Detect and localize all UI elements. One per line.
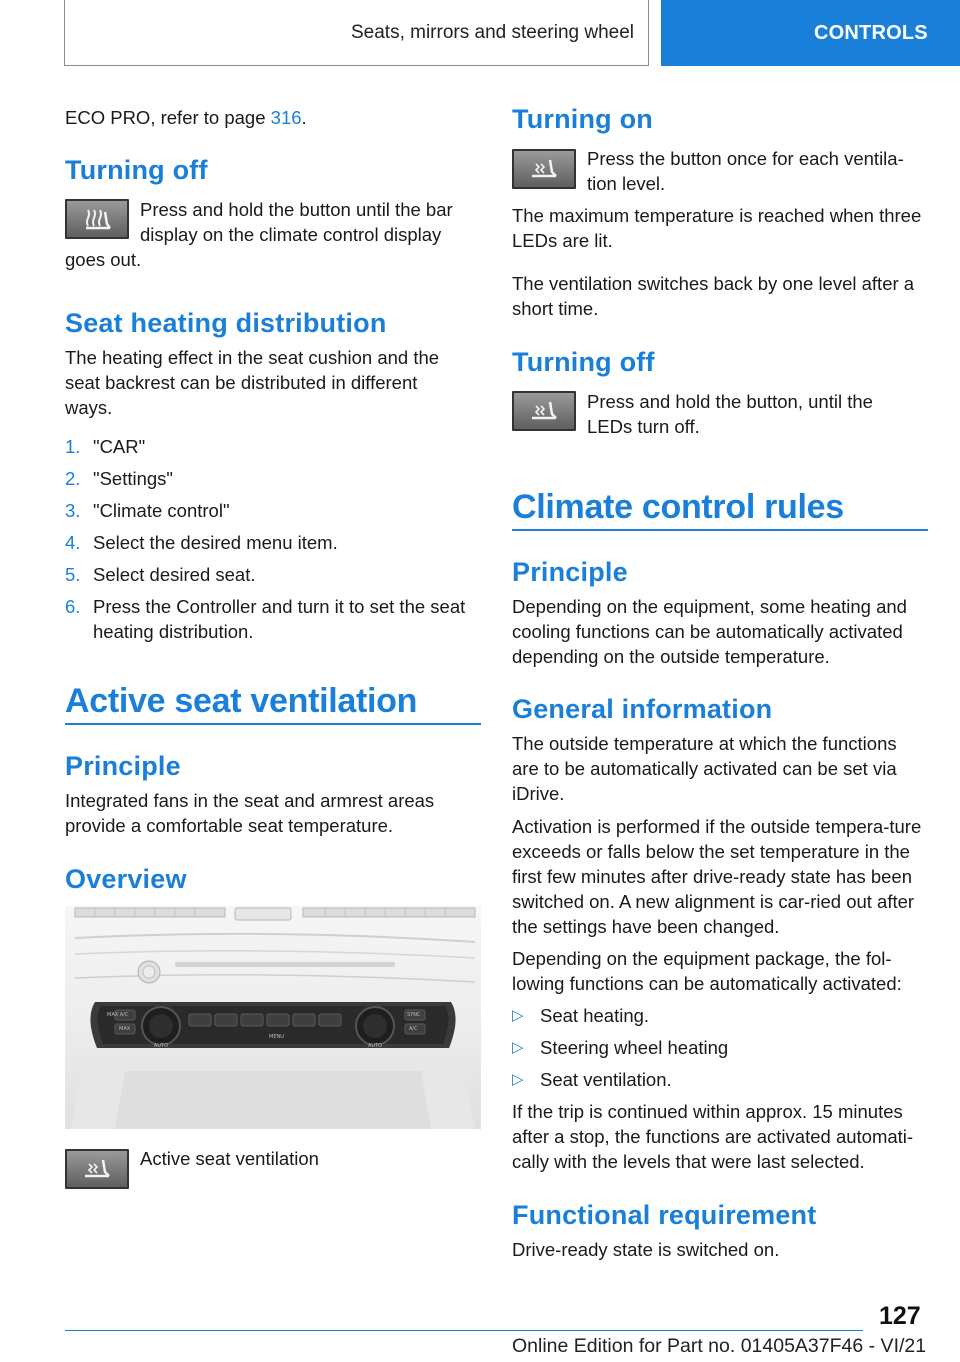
section-rule [65,723,481,725]
list-item: 2. "Settings" [65,468,173,489]
distribution-text: The heating effect in the seat cushion and the seat backrest can be distributed in different ways. [65,347,440,418]
turning-off-text-l3: goes out. [65,249,142,270]
heading-turning-off-ventilation: Turning off [512,347,655,377]
turning-on-para2: The ventilation switches back by one level after a short time. [512,273,915,319]
seat-heating-icon [65,199,129,239]
heading-functional-requirement: Functional requirement [512,1200,817,1230]
seat-ventilation-icon [65,1149,129,1189]
general-para4: If the trip is continued within approx. 15 minutes after a stop, the functions are activated automati-cally with the levels that were last selected. [512,1101,914,1172]
heading-turning-off-heating: Turning off [65,155,208,185]
bullet-triangle-icon: ▷ [512,1039,524,1056]
list-item: ▷ Seat heating. [512,1005,650,1026]
turning-off-text-l1: Press and hold the button until the bar [140,199,453,220]
list-item: 6. Press the Controller and turn it to set the seat heating distribution. [65,596,466,642]
requirement-text: Drive-ready state is switched on. [512,1239,780,1260]
bullet-triangle-icon: ▷ [512,1007,524,1024]
console-label: SYNC [407,1012,421,1018]
seat-ventilation-glyph [81,1156,113,1182]
heading-overview: Overview [65,864,187,894]
section-title: Seats, mirrors and steering wheel [64,0,649,66]
seat-ventilation-glyph [528,156,560,182]
page-number: 127 [879,1302,921,1330]
turning-on-para1: The maximum temperature is reached when three LEDs are lit. [512,205,922,251]
console-label: AUTO [154,1043,169,1049]
ventilation-caption: Active seat ventilation [140,1148,319,1169]
console-label: MAX A/C [107,1012,129,1018]
climate-console-image [65,906,481,1129]
heading-active-seat-ventilation: Active seat ventilation [65,682,418,720]
console-label: MAX [119,1026,131,1032]
chapter-tab[interactable]: CONTROLS [661,0,960,66]
console-label: AUTO [368,1043,383,1049]
footer-edition: Online Edition for Part no. 01405A37F46 - VI/21 [512,1335,927,1357]
list-item: ▷ Steering wheel heating [512,1037,729,1058]
general-para2: Activation is performed if the outside tempera-ture exceeds or falls below the set temperature in the first few minutes after drive-ready state has been switched on. A new alignment is car-ried out after the settings have been changed. [512,816,922,937]
console-label: MENU [269,1034,284,1040]
turning-off-text-l2: display on the climate control display [140,224,442,245]
list-item: 5. Select desired seat. [65,564,256,585]
distribution-steps [65,434,481,651]
section-rule [512,529,928,531]
turning-off-vent-text: Press and hold the button, until the LEDs turn off. [587,391,873,437]
seat-ventilation-icon [512,149,576,189]
bullet-triangle-icon: ▷ [512,1071,524,1088]
heading-seat-heating-distribution: Seat heating distribution [65,308,387,338]
turning-on-text: Press the button once for each ventila-tion level. [587,148,904,194]
page-ref-link[interactable]: 316 [270,107,302,128]
footer-rule [65,1330,863,1331]
heading-turning-on: Turning on [512,104,653,134]
ventilation-principle-text: Integrated fans in the seat and armrest areas provide a comfortable seat temperature. [65,790,435,836]
seat-ventilation-glyph [528,398,560,424]
general-para3: Depending on the equipment package, the fol-lowing functions can be automatically activated: [512,948,902,994]
console-label: A/C [409,1026,418,1032]
list-item: 1. "CAR" [65,436,146,457]
heading-climate-control-rules: Climate control rules [512,488,844,526]
seat-ventilation-icon [512,391,576,431]
seat-heating-glyph [80,206,114,232]
rules-principle-text: Depending on the equipment, some heating and cooling functions can be automatically activated depending on the outside temperature. [512,596,907,667]
list-item: 3. "Climate control" [65,500,230,521]
console-illustration [65,906,481,1129]
heading-general-information: General information [512,694,773,724]
list-item: ▷ Seat ventilation. [512,1069,672,1090]
auto-functions-list [512,1003,928,1099]
list-item: 4. Select the desired menu item. [65,532,338,553]
heading-principle-ventilation: Principle [65,751,181,781]
intro-paragraph: ECO PRO, refer to page 316. [65,107,307,128]
general-para1: The outside temperature at which the functions are to be automatically activated can be set via iDrive. [512,733,897,804]
heading-principle-rules: Principle [512,557,628,587]
